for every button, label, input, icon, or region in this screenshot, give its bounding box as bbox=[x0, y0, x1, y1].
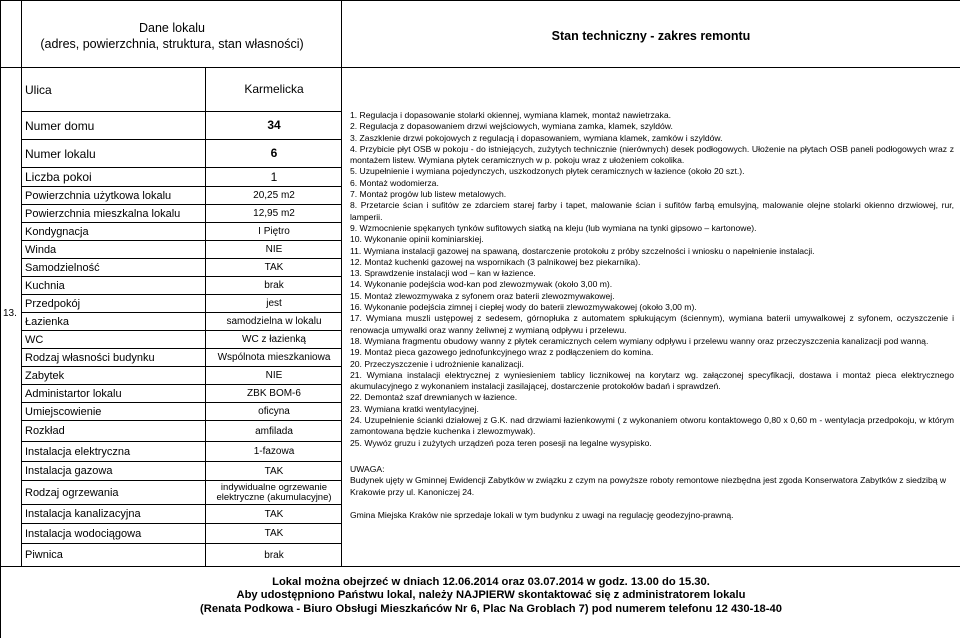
property-row-heating bbox=[22, 481, 342, 504]
property-row-usable-area bbox=[22, 187, 342, 204]
property-value: Wspólnota mieszkaniowa bbox=[217, 352, 331, 363]
property-label: Powierzchnia użytkowa lokalu bbox=[25, 189, 172, 202]
list-item: 18. Wymiana fragmentu obudowy wanny z płytek ceramicznych celem wymiany odpływu i przelewu wanny oraz przeczyszczenia kanalizacji pod wanną. bbox=[350, 335, 929, 346]
property-label: Rozkład bbox=[25, 425, 65, 437]
property-value: indywidualne ogrzewanie elektryczne (akumulacyjne) bbox=[216, 481, 332, 503]
property-data-subtitle: (adres, powierzchnia, struktura, stan własności) bbox=[40, 37, 304, 51]
property-row-street bbox=[22, 68, 342, 111]
property-value: TAK bbox=[264, 508, 284, 520]
property-value: I Piętro bbox=[258, 226, 290, 237]
property-value: 1-fazowa bbox=[253, 446, 295, 457]
property-label: Instalacja kanalizacyjna bbox=[25, 508, 141, 520]
property-label: Instalacja gazowa bbox=[25, 465, 113, 477]
row-number: 13. bbox=[3, 308, 17, 319]
property-label: Winda bbox=[25, 243, 57, 256]
property-value: brak bbox=[264, 280, 284, 291]
row-bottom-border bbox=[0, 566, 960, 567]
list-item: 11. Wymiana instalacji gazowej na spawaną, dostarczenie protokołu z próby szczelności i wniosku o napełnienie instalacji. bbox=[350, 245, 815, 256]
viewing-dates: Lokal można obejrzeć w dniach 12.06.2014 oraz 03.07.2014 w godz. 13.00 do 15.30. bbox=[272, 576, 710, 588]
property-row-floor bbox=[22, 223, 342, 240]
technical-condition-header: Stan techniczny - zakres remontu bbox=[551, 29, 751, 43]
property-row-administrator bbox=[22, 385, 342, 402]
property-label: Numer domu bbox=[25, 118, 95, 133]
property-row-hallway bbox=[22, 295, 342, 312]
property-value: brak bbox=[264, 549, 284, 561]
property-data-header bbox=[22, 6, 322, 66]
list-item: 17. Wymiana muszli ustępowej z sedesem, górnopłuka z automatem spłukującym (ściennym), wymiana baterii umywalkowej z syfonem, oczyszczenie i renowacja umywalki oraz wanny żeliwnej z wymianą odpływu i przelewu. bbox=[350, 313, 954, 335]
property-label: Powierzchnia mieszkalna lokalu bbox=[25, 207, 181, 220]
list-item: 6. Montaż wodomierza. bbox=[350, 177, 439, 188]
warning-text: Budynek ujęty w Gminnej Ewidencji Zabytków w związku z czym na powyższe roboty remontowe niezbędna jest zgoda Konserwatora Zabytków z siedzibą w Krakowie przy ul. Kanoniczej 24. bbox=[350, 475, 947, 497]
property-value: amfilada bbox=[255, 425, 293, 437]
list-item: 8. Przetarcie ścian i sufitów ze zdarciem starej farby i tapet, malowanie ścian i sufitów farbą emulsyjną, malowanie olejne stolarki okienno drzwiowej, rur, lamperii. bbox=[350, 200, 954, 222]
property-row-living-area bbox=[22, 205, 342, 222]
property-value: Karmelicka bbox=[244, 82, 304, 96]
property-row-water bbox=[22, 524, 342, 543]
property-value: 34 bbox=[267, 118, 281, 132]
property-label: Samodzielność bbox=[25, 261, 100, 274]
property-label: Instalacja wodociągowa bbox=[25, 527, 142, 540]
property-row-house-number bbox=[22, 112, 342, 139]
list-item: 25. Wywóz gruzu i zużytych urządzeń poza teren posesji na legalne wysypisko. bbox=[350, 437, 652, 448]
list-item: 5. Uzupełnienie i wymiana pojedynczych, uszkodzonych płytek ceramicznych w łazience (około 20 szt.). bbox=[350, 166, 745, 177]
list-item: 2. Regulacja z dopasowaniem drzwi wejściowych, wymiana zamka, klamek, szyldów. bbox=[350, 121, 673, 132]
property-row-layout bbox=[22, 421, 342, 441]
list-item: 15. Montaż zlewozmywaka z syfonem oraz baterii zlewozmywakowej. bbox=[350, 290, 615, 301]
property-row-ownership bbox=[22, 349, 342, 366]
property-label: Kuchnia bbox=[25, 279, 65, 292]
list-item: 7. Montaż progów lub listew metalowych. bbox=[350, 189, 507, 200]
property-row-sewage bbox=[22, 505, 342, 523]
property-value: 20,25 m2 bbox=[253, 190, 295, 201]
property-row-wc bbox=[22, 331, 342, 348]
list-item: 12. Montaż kuchenki gazowej na wspornikach (3 palnikowej bez piekarnika). bbox=[350, 256, 641, 267]
property-label: Instalacja elektryczna bbox=[25, 445, 131, 458]
viewing-info bbox=[22, 576, 960, 616]
property-value: jest bbox=[266, 298, 282, 309]
list-item: 20. Przeczyszczenie i udrożnienie kanalizacji. bbox=[350, 358, 524, 369]
property-value: oficyna bbox=[258, 406, 290, 417]
property-label: Rodzaj własności budynku bbox=[25, 351, 155, 364]
renovation-scope-list bbox=[350, 110, 954, 449]
property-row-rooms bbox=[22, 168, 342, 186]
property-row-basement bbox=[22, 544, 342, 566]
property-row-kitchen bbox=[22, 277, 342, 294]
list-item: 24. Uzupełnienie ścianki działowej z G.K. nad drzwiami łazienkowymi ( z wykonaniem otworu kontaktowego 0,80 x 0,60 m - wentylacja przedpokoju, w którym zamontowana będzie kuchenka i zlewozmywak). bbox=[350, 415, 954, 437]
table-top-border bbox=[0, 0, 960, 1]
property-label: Piwnica bbox=[25, 549, 63, 561]
property-value: TAK bbox=[264, 528, 284, 539]
property-value: 12,95 m2 bbox=[253, 208, 295, 219]
property-value: WC z łazienką bbox=[242, 334, 306, 345]
property-row-gas bbox=[22, 462, 342, 480]
property-label: Umiejscowienie bbox=[25, 405, 102, 418]
property-label: WC bbox=[25, 333, 44, 346]
property-value: TAK bbox=[264, 262, 284, 273]
property-row-location bbox=[22, 403, 342, 420]
list-item: 3. Zaszklenie drzwi pokojowych z regulacją i dopasowaniem, wymiana klamek, zamków i szyldów. bbox=[350, 132, 723, 143]
list-item: 4. Przybicie płyt OSB w pokoju - do istniejących, zużytych technicznie (nierównych) desek podłogowych. Ułożenie na płytach OSB paneli podłogowych wraz z montażem listew. Wymiana płytek ceramicznych w p. pokoju wraz z ułożeniem cokolika. bbox=[350, 143, 954, 166]
property-label: Przedpokój bbox=[25, 297, 81, 310]
property-label: Kondygnacja bbox=[25, 225, 89, 238]
property-value: 6 bbox=[270, 146, 278, 160]
property-value: TAK bbox=[264, 465, 284, 477]
list-item: 13. Sprawdzenie instalacji wod – kan w łazience. bbox=[350, 268, 536, 279]
property-label: Łazienka bbox=[25, 315, 70, 328]
contact-instruction: Aby udostępniono Państwu lokal, należy NAJPIERW skontaktować się z administratorem lokalu bbox=[236, 589, 746, 602]
property-row-unit-number bbox=[22, 140, 342, 167]
warning-title: UWAGA: bbox=[350, 464, 385, 474]
property-value: 1 bbox=[270, 169, 278, 184]
property-label: Zabytek bbox=[25, 369, 65, 382]
property-value: ZBK BOM-6 bbox=[247, 388, 301, 399]
list-item: 21. Wymiana instalacji elektrycznej z wyniesieniem tablicy licznikowej na korytarz wg. załączonej specyfikacji, dostawa i montaż pieca elektrycznego akumulacyjnego z wykonaniem instalacji zasilającej, dostarczenie protokołów badań i sprawdzeń. bbox=[350, 369, 954, 392]
property-row-independence bbox=[22, 259, 342, 276]
list-item: 10. Wykonanie opinii kominiarskiej. bbox=[350, 234, 484, 245]
list-item: 19. Montaż pieca gazowego jednofunkcyjnego wraz z podłączeniem do komina. bbox=[350, 347, 654, 358]
property-row-elevator bbox=[22, 241, 342, 258]
property-data-title: Dane lokalu bbox=[138, 21, 205, 35]
property-label: Liczba pokoi bbox=[25, 170, 92, 184]
property-label: Ulica bbox=[25, 82, 52, 97]
municipality-note: Gmina Miejska Kraków nie sprzedaje lokali w tym budynku z uwagi na regulację geodezyjno-prawną. bbox=[350, 510, 734, 520]
property-row-monument bbox=[22, 367, 342, 384]
property-label: Administartor lokalu bbox=[25, 387, 122, 400]
property-row-bathroom bbox=[22, 313, 342, 330]
administrator-contact: (Renata Podkowa - Biuro Obsługi Mieszkańców Nr 6, Plac Na Groblach 7) pod numerem telefonu 12 430-18-40 bbox=[200, 602, 782, 615]
list-item: 16. Wykonanie podejścia zimnej i ciepłej wody do baterii zlewozmywakowej (około 3,00 m). bbox=[350, 302, 697, 313]
property-value: NIE bbox=[265, 244, 283, 255]
list-item: 23. Wymiana kratki wentylacyjnej. bbox=[350, 403, 479, 414]
property-label: Numer lokalu bbox=[25, 146, 96, 161]
table-left-border bbox=[0, 0, 1, 638]
property-value: NIE bbox=[265, 370, 283, 381]
list-item: 22. Demontaż szaf drewnianych w łazience. bbox=[350, 392, 518, 403]
property-value: samodzielna w lokalu bbox=[226, 316, 322, 327]
list-item: 14. Wykonanie podejścia wod-kan pod zlewozmywak (około 3,00 m). bbox=[350, 279, 613, 290]
warning-note bbox=[350, 464, 954, 498]
property-label: Rodzaj ogrzewania bbox=[25, 486, 119, 499]
list-item: 1. Regulacja i dopasowanie stolarki okiennej, wymiana klamek, montaż nawietrzaka. bbox=[350, 110, 671, 120]
list-item: 9. Wzmocnienie spękanych tynków sufitowych siatką na kleju (lub wymiana na tynki gipsowo – kartonowe). bbox=[350, 222, 757, 233]
property-row-electrical bbox=[22, 442, 342, 461]
